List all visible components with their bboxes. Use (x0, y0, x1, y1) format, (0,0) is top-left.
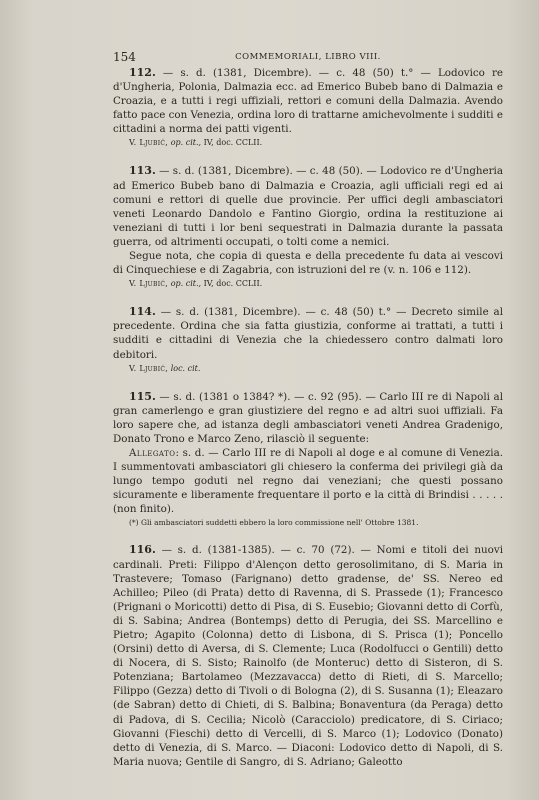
entry-text: — s. d. (1381-1385). — c. 70 (72). — Nomi e titoli dei nuovi cardinali. Preti: Filippo d'Alençon detto gerosolimitano, di S. Maria in Trastevere; Tomaso (Farignano) detto gradense, de' SS. Nereo ed Achilleo; Pileo (di Prata) detto di Ravenna, di S. Prassede (1); Francesco (Prignani o Moricotti) detto di Pisa, di S. Eusebio; Giovanni detto di Corfù, di S. Sabina; Andrea (Bontemps) detto di Perugia, dei SS. Marcellino e Pietro; Agapito (Colonna) detto di Lisbona, di S. Prisca (1); Poncello (Orsini) detto di Aversa, di S. Clemente; Luca (Rodolfucci o Gentili) detto di Nocera, di S. Sisto; Rainolfo (de Monteruc) detto di Sisteron, di S. Potenziana; Bartolameo (Mezzavacca) detto di Rieti, di S. Marcello; Filippo (Gezza) detto di Tivoli o di Bologna (2), di S. Susanna (1); Eleazaro (de Sabran) detto di Chieti, di S. Balbina; Bonaventura (da Peraga) detto di Padova, di S. Cecilia; Nicolò (Caracciolo) predicatore, di S. Ciriaco; Giovanni (Fieschi) detto di Vercelli, di S. Marco (1); Lodovico (Donato) detto di Venezia, di S. Marco. — Diaconi: Lodovico detto di Napoli, di S. Maria nuova; Gentile di Sangro, di S. Adriano; Galeotto (113, 544, 503, 768)
footnote: (*) Gli ambasciatori suddetti ebbero la loro commissione nell' Ottobre 1381. (129, 518, 419, 528)
allegato-text: : s. d. — Carlo III re di Napoli al doge e al comune di Venezia. I summentovati ambasciatori gli chiesero la conferma dei privilegi già da lungo tempo goduti nel regno dai veneziani; che questi possano sicuramente e liberamente frequentare il porto e la città di Brindisi . . . . . (non finito). (113, 446, 503, 516)
document-body (113, 66, 503, 784)
entry-number: 116. (129, 543, 156, 557)
allegato-label: Allegato (129, 446, 176, 459)
entry-number: 115. (129, 389, 156, 403)
entry-text: — s. d. (1381, Dicembre). — c. 48 (50) t.° — Lodovico re d'Ungheria, Polonia, Dalmazia ecc. ad Emerico Bubeb bano di Dalmazia e Croazia, e a tutti i regi uffiziali, rettori e comuni della Dalmazia. Avendo fatto pace con Venezia, ordina loro di trattarne amichevolmente i sudditi e cittadini a norma dei patti vigenti. (113, 67, 503, 136)
bibliographic-reference: V. Ljubić, op. cit., IV, doc. CCLII. (129, 279, 263, 289)
page-number: 154 (113, 50, 136, 64)
entry-text: — s. d. (1381, Dicembre). — c. 48 (50) t.° — Decreto simile al precedente. Ordina che sia fatta giustizia, conforme ai trattati, a tutti i sudditi e cittadini di Venezia che la chiedessero contro dalmati loro debitori. (113, 306, 503, 361)
entry-113 (113, 164, 503, 290)
entry-paragraph (113, 66, 503, 136)
allegato-paragraph (113, 446, 503, 516)
entry-114 (113, 305, 503, 374)
entry-text: — s. d. (1381, Dicembre). — c. 48 (50). — Lodovico re d'Ungheria ad Emerico Bubeb bano di Dalmazia e Croazia, agli ufficiali regi ed ai comuni e rettori di quelle due provincie. Per uffici degli ambasciatori veneti Leonardo Dandolo e Fantino Giorgio, ordina la restituzione ai veneziani di tutti i lor beni sequestrati in Dalmazia durante la passata guerra, od altrimenti occupati, o tolti come a nemici. (113, 165, 503, 248)
header-title: COMMEMORIALI, LIBRO VIII. (235, 52, 381, 62)
entry-paragraph (113, 543, 503, 769)
bibliographic-reference: V. Ljubić, loc. cit. (129, 363, 201, 373)
entry-112 (113, 66, 503, 149)
entry-number: 114. (129, 305, 156, 319)
entry-paragraph (113, 390, 503, 446)
entry-text: — s. d. (1381 o 1384? *). — c. 92 (95). — Carlo III re di Napoli al gran camerlengo e gran giustiziere del regno e ad altri suoi uffiziali. Fa loro sapere che, ad istanza degli ambasciatori veneti Andrea Gradenigo, Donato Trono e Marco Zeno, rilasciò il seguente: (113, 390, 503, 445)
entry-116 (113, 543, 503, 769)
entry-number: 112. (129, 66, 156, 79)
entry-115 (113, 390, 503, 529)
running-head (113, 50, 503, 64)
entry-number: 113. (129, 164, 156, 178)
entry-paragraph (113, 164, 503, 249)
entry-continuation: Segue nota, che copia di questa e della precedente fu data ai vescovi di Cinquechiese e di Zagabria, con istruzioni del re (v. n. 106 e 112). (113, 250, 503, 277)
entry-paragraph (113, 305, 503, 361)
bibliographic-reference: V. Ljubić, op. cit., IV, doc. CCLII. (129, 138, 263, 148)
